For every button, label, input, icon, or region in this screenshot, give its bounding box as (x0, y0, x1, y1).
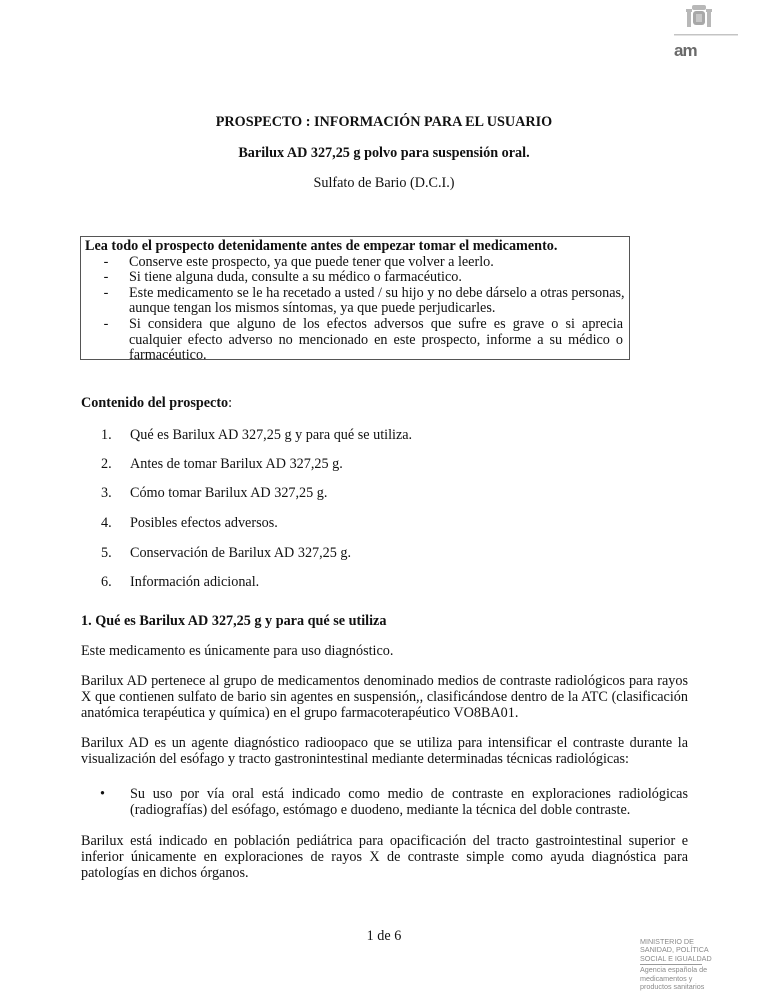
ministry-logo-line: SOCIAL E IGUALDAD (640, 953, 712, 963)
warning-heading: Lea todo el prospecto detenidamente antes de empezar tomar el medicamento. (85, 238, 558, 254)
contents-item-label: Antes de tomar Barilux AD 327,25 g. (130, 456, 343, 472)
bullet-icon: • (100, 786, 105, 802)
warning-item (85, 270, 623, 286)
agency-logo-mark: am (674, 41, 697, 60)
ministry-logo-line: medicamentos y (640, 973, 693, 983)
contents-heading-colon: : (228, 395, 233, 411)
paragraph-line: Barilux está indicado en población pediátrica para opacificación del tracto gastrointestinal superior e (81, 833, 688, 849)
bullet-line: (radiografías) del esófago, estómago e duodeno, mediante la técnica del doble contraste. (130, 802, 631, 818)
contents-item-label: Posibles efectos adversos. (130, 515, 278, 531)
paragraph-line: X que contienen sulfato de bario sin agentes en suspensión,, clasificándose dentro de la ATC (clasificación (81, 689, 688, 705)
warning-item-line: cualquier efecto adverso no mencionado en este prospecto, informe a su médico o (129, 331, 623, 348)
paragraph-line: Barilux AD es un agente diagnóstico radioopaco que se utiliza para intensificar el contraste durante la (81, 735, 688, 751)
paragraph-line: inferior únicamente en exploraciones de rayos X de contraste simple como ayuda diagnóstica para (81, 849, 688, 865)
contents-item-number: 1. (101, 427, 112, 443)
ministry-logo-line: MINISTERIO DE (640, 937, 694, 946)
paragraph-line: anatómica terapéutica y química) en el grupo farmacoterapéutico VO8BA01. (81, 705, 519, 721)
active-ingredient: Sulfato de Bario (D.C.I.) (313, 175, 455, 191)
contents-item-number: 5. (101, 545, 112, 561)
contents-item-label: Conservación de Barilux AD 327,25 g. (130, 545, 352, 561)
document-title: PROSPECTO : INFORMACIÓN PARA EL USUARIO (215, 114, 553, 130)
contents-item-number: 4. (101, 515, 112, 531)
contents-heading (81, 395, 232, 412)
section-paragraph (81, 673, 688, 721)
contents-item-number: 6. (101, 574, 112, 590)
section-heading: 1. Qué es Barilux AD 327,25 g y para qué se utiliza (81, 613, 387, 629)
warning-item-line: farmacéutico. (129, 347, 207, 364)
product-name: Barilux AD 327,25 g polvo para suspensión oral. (238, 145, 530, 161)
warning-item (85, 255, 623, 271)
dash-bullet: - (103, 269, 109, 286)
warning-item-line: aunque tengan los mismos síntomas, ya que puede perjudicarles. (129, 300, 496, 317)
dash-bullet: - (103, 253, 109, 270)
ministry-logo-line: productos sanitarios (640, 982, 705, 992)
paragraph-line: Barilux AD pertenece al grupo de medicamentos denominado medios de contraste radiológicos para rayos (81, 673, 688, 689)
warning-item (85, 317, 623, 364)
warning-item-line: Este medicamento se le ha recetado a usted / su hijo y no debe dárselo a otras personas, (129, 284, 625, 301)
warning-box (80, 236, 630, 364)
section-paragraph (81, 735, 688, 767)
contents-item-label: Qué es Barilux AD 327,25 g y para qué se utiliza. (130, 427, 413, 443)
contents-item-number: 2. (101, 456, 112, 472)
contents-item-number: 3. (101, 485, 112, 501)
bullet-line: Su uso por vía oral está indicado como medio de contraste en exploraciones radiológicas (130, 786, 688, 802)
ministry-logo (640, 938, 750, 994)
page-number: 1 de 6 (366, 928, 402, 944)
ministry-logo-line: SANIDAD, POLÍTICA (640, 945, 709, 955)
contents-item-label: Cómo tomar Barilux AD 327,25 g. (130, 485, 328, 501)
ministry-logo-line: Agencia española de (640, 965, 708, 975)
section-paragraph (81, 833, 688, 881)
section-paragraph: Este medicamento es únicamente para uso diagnóstico. (81, 643, 394, 659)
warning-item (85, 286, 623, 317)
dash-bullet: - (103, 284, 109, 301)
contents-heading-text: Contenido del prospecto (81, 395, 229, 411)
warning-item-line: Si tiene alguna duda, consulte a su médico o farmacéutico. (129, 269, 462, 286)
paragraph-line: patologías en dichos órganos. (81, 865, 249, 881)
paragraph-line: visualización del esófago y tracto gastronintestinal mediante determinadas técnicas radiológicas: (81, 751, 629, 767)
dash-bullet: - (103, 315, 109, 332)
warning-item-line: Conserve este prospecto, ya que puede tener que volver a leerlo. (129, 253, 494, 270)
agency-logo-top (672, 2, 752, 62)
warning-item-line: Si considera que alguno de los efectos adversos que sufre es grave o si aprecia (129, 315, 623, 332)
contents-item-label: Información adicional. (130, 574, 260, 590)
